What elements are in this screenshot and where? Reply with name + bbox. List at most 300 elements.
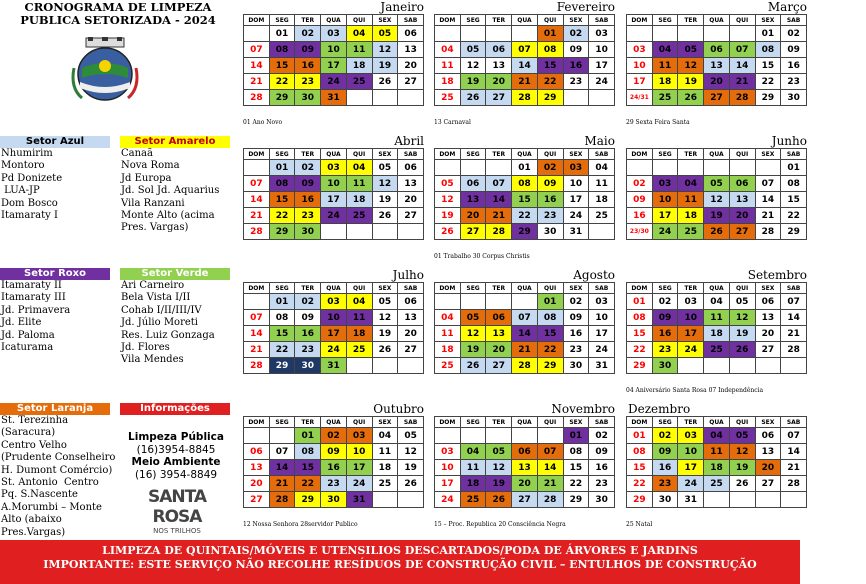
day-cell: 24 [589,74,615,90]
sector-item: Itamaraty I [1,210,58,222]
day-cell: 29 [755,90,781,106]
day-cell: 30 [295,90,321,106]
day-cell: 30 [295,358,321,374]
day-cell: 05 [729,428,755,444]
day-cell: 25 [460,492,486,508]
day-cell [678,160,704,176]
day-cell: 06 [755,294,781,310]
weekday-header: QUI [537,417,563,428]
day-cell: 16 [563,326,589,342]
day-cell: 01 [512,160,538,176]
weekday-header: SEG [460,283,486,294]
sector-header: Setor Azul [0,136,110,148]
day-cell [244,26,270,42]
day-cell: 20 [244,476,270,492]
day-cell: 27 [704,90,730,106]
day-cell: 18 [346,58,372,74]
day-cell: 21 [537,476,563,492]
weekday-header: SEG [460,417,486,428]
day-cell: 14 [781,444,807,460]
day-cell: 09 [781,42,807,58]
day-cell: 05 [729,294,755,310]
day-cell: 23 [537,208,563,224]
day-cell: 10 [678,310,704,326]
day-cell: 10 [589,310,615,326]
sector-item: Jd. Flores [121,342,170,354]
day-cell: 30 [652,358,678,374]
sector-item: Jd. Primavera [1,304,71,316]
day-cell: 07 [512,42,538,58]
day-cell: 29 [781,224,807,240]
day-cell: 10 [321,42,347,58]
day-cell [729,160,755,176]
day-cell: 18 [372,460,398,476]
day-cell: 19 [486,476,512,492]
day-cell: 21 [269,476,295,492]
day-cell: 30 [295,224,321,240]
day-cell: 01 [755,26,781,42]
day-cell: 17 [589,326,615,342]
day-cell: 04 [704,294,730,310]
day-cell: 17 [678,326,704,342]
weekday-header: SAB [589,149,615,160]
month-calendar [243,134,424,240]
weekday-header: SEG [652,15,678,26]
day-cell: 02 [295,26,321,42]
day-cell: 06 [398,160,424,176]
weekday-header: SAB [398,417,424,428]
day-cell: 11 [678,192,704,208]
day-cell: 12 [729,444,755,460]
day-cell [512,294,538,310]
day-cell: 27 [398,342,424,358]
sector-header: Setor Amarelo [120,136,230,148]
day-cell: 27 [729,224,755,240]
holiday-note: 01 Trabalho 30 Corpus Christis [434,253,530,260]
day-cell: 06 [512,444,538,460]
day-cell: 02 [537,160,563,176]
day-cell [346,224,372,240]
day-cell: 22 [781,208,807,224]
day-cell: 08 [269,176,295,192]
day-cell [755,358,781,374]
weekday-header: DOM [435,417,461,428]
day-cell: 31 [563,224,589,240]
day-cell [460,428,486,444]
sector-neighborhoods [1,148,62,222]
weekday-header: SEX [563,149,589,160]
sector-item: Nova Roma [121,160,180,172]
day-cell [269,428,295,444]
day-cell: 18 [435,342,461,358]
sector-item: Jd. Elite [1,317,42,329]
day-cell: 26 [729,342,755,358]
day-cell: 08 [627,444,653,460]
day-cell [398,224,424,240]
day-cell: 30 [589,492,615,508]
weekday-header: SAB [781,149,807,160]
month-grid [626,14,807,106]
day-cell: 19 [372,326,398,342]
day-cell [781,358,807,374]
sector-neighborhoods [1,280,70,354]
weekday-header: QUI [537,15,563,26]
month-grid [626,148,807,240]
month-grid [434,416,615,508]
day-cell: 11 [346,42,372,58]
sector-item: St. Antonio Centro [1,477,99,489]
day-cell: 06 [398,294,424,310]
day-cell: 26 [372,208,398,224]
weekday-header: QUI [537,283,563,294]
day-cell: 05 [460,310,486,326]
day-cell: 22 [269,74,295,90]
month-name: Novembro [551,402,615,416]
day-cell: 21 [512,342,538,358]
day-cell: 13 [398,42,424,58]
day-cell [589,90,615,106]
month-calendar [434,134,615,260]
day-cell: 05 [372,26,398,42]
weekday-header: TER [295,283,321,294]
day-cell: 28 [244,90,270,106]
day-cell: 27 [486,90,512,106]
day-cell: 13 [486,58,512,74]
month-name: Maio [584,134,615,148]
day-cell [652,26,678,42]
day-cell: 16 [781,58,807,74]
day-cell: 17 [678,460,704,476]
day-cell: 30 [321,492,347,508]
day-cell: 08 [269,42,295,58]
title-line-1: CRONOGRAMA DE LIMPEZA [24,0,212,14]
day-cell: 03 [435,444,461,460]
day-cell: 19 [460,74,486,90]
weekday-header: DOM [627,149,653,160]
day-cell: 05 [486,444,512,460]
day-cell [678,358,704,374]
day-cell: 14 [755,192,781,208]
sector-item: Bela Vista I/II [121,292,191,304]
day-cell: 29 [563,492,589,508]
day-cell: 08 [295,444,321,460]
day-cell: 29 [627,358,653,374]
sector-header: Setor Roxo [0,268,110,280]
day-cell [563,90,589,106]
day-cell: 16 [627,208,653,224]
day-cell: 29 [269,358,295,374]
day-cell: 13 [486,326,512,342]
day-cell: 05 [372,294,398,310]
day-cell: 23 [295,342,321,358]
day-cell [372,492,398,508]
day-cell: 02 [781,26,807,42]
day-cell: 18 [678,208,704,224]
holiday-note: 01 Ano Novo [243,119,283,126]
day-cell: 28 [755,224,781,240]
day-cell: 18 [460,476,486,492]
day-cell: 03 [678,294,704,310]
day-cell [244,294,270,310]
day-cell: 22 [755,74,781,90]
day-cell [729,492,755,508]
info-line-3: Meio Ambiente [131,456,221,468]
day-cell: 27 [398,208,424,224]
day-cell: 09 [627,192,653,208]
day-cell: 12 [372,42,398,58]
day-cell: 21 [755,208,781,224]
weekday-header: TER [678,283,704,294]
day-cell: 02 [563,26,589,42]
day-cell [244,428,270,444]
day-cell: 20 [398,326,424,342]
sector-item: Itamaraty III [1,292,66,304]
weekday-header: DOM [435,149,461,160]
weekday-header: SAB [589,417,615,428]
day-cell: 20 [704,74,730,90]
sector-item: Canaã [121,148,153,159]
day-cell: 30 [652,492,678,508]
day-cell: 26 [460,90,486,106]
day-cell [678,26,704,42]
weekday-header: SAB [589,283,615,294]
day-cell: 06 [486,42,512,58]
day-cell: 12 [372,310,398,326]
sector-item: Nhumirim [1,148,53,159]
sector-neighborhoods [121,280,215,367]
day-cell: 07 [244,310,270,326]
day-cell: 22 [295,476,321,492]
day-cell: 25 [678,224,704,240]
weekday-header: QUA [704,15,730,26]
weekday-header: TER [486,15,512,26]
day-cell: 07 [512,310,538,326]
day-cell: 09 [295,176,321,192]
day-cell: 16 [295,58,321,74]
sector-item: Jd. Júlio Moreti [121,317,198,329]
page-title [6,1,230,27]
day-cell: 18 [704,460,730,476]
sector-item: Montoro [1,160,45,172]
day-cell: 03 [627,42,653,58]
day-cell: 17 [435,476,461,492]
day-cell: 24 [563,208,589,224]
day-cell: 05 [704,176,730,192]
logo-text: SANTA ROSA [147,487,207,527]
day-cell: 25 [435,90,461,106]
weekday-header: QUI [729,417,755,428]
day-cell: 30 [781,90,807,106]
day-cell: 27 [755,342,781,358]
day-cell: 04 [372,428,398,444]
weekday-header: SEG [460,149,486,160]
day-cell [435,428,461,444]
sector-item: (Prudente Conselheiro [1,452,116,464]
weekday-header: TER [678,417,704,428]
day-cell: 26 [435,224,461,240]
day-cell [627,160,653,176]
holiday-note: 15 – Proc. Republica 20 Consciência Negra [434,521,566,528]
day-cell: 01 [295,428,321,444]
day-cell: 10 [435,460,461,476]
weekday-header: TER [295,417,321,428]
day-cell: 01 [537,294,563,310]
day-cell: 25 [372,476,398,492]
day-cell: 03 [652,176,678,192]
day-cell: 02 [295,160,321,176]
day-cell: 22 [537,74,563,90]
sector-item: Icaturama [1,342,54,354]
day-cell: 15 [755,58,781,74]
weekday-header: DOM [435,283,461,294]
weekday-header: QUA [321,15,347,26]
day-cell: 06 [486,310,512,326]
day-cell: 15 [627,326,653,342]
day-cell: 04 [652,42,678,58]
day-cell: 27 [398,74,424,90]
day-cell: 17 [321,326,347,342]
day-cell: 02 [652,294,678,310]
day-cell: 14 [512,58,538,74]
day-cell: 03 [589,294,615,310]
day-cell: 11 [704,444,730,460]
day-cell: 04 [678,176,704,192]
day-cell: 16 [589,460,615,476]
sector-item: Ari Carneiro [121,280,185,291]
day-cell: 14 [537,460,563,476]
day-cell: 02 [627,176,653,192]
month-calendar [626,0,807,126]
day-cell: 28 [781,476,807,492]
day-cell: 14 [729,58,755,74]
santa-rosa-logo [132,487,222,535]
day-cell [460,294,486,310]
day-cell: 01 [627,294,653,310]
day-cell: 20 [512,476,538,492]
day-cell: 27 [244,492,270,508]
sector-item: (Saracura) [1,427,56,439]
weekday-header: QUA [704,149,730,160]
day-cell: 12 [372,176,398,192]
day-cell: 05 [678,42,704,58]
month-name: Setembro [747,268,807,282]
day-cell: 03 [678,428,704,444]
month-calendar [626,268,807,394]
day-cell: 07 [537,444,563,460]
day-cell: 02 [563,294,589,310]
day-cell: 10 [678,444,704,460]
day-cell [460,160,486,176]
day-cell: 08 [269,310,295,326]
month-grid [626,416,807,508]
day-cell: 27 [486,358,512,374]
day-cell: 05 [372,160,398,176]
month-name: Junho [771,134,807,148]
day-cell: 30 [563,358,589,374]
day-cell: 02 [295,294,321,310]
day-cell: 21 [486,208,512,224]
day-cell: 31 [321,90,347,106]
sector-item: Pd Donizete [1,172,63,184]
contact-info [120,431,232,481]
month-calendar [434,0,615,126]
day-cell: 24 [589,342,615,358]
sector-item: A.Morumbi – Monte [1,501,102,513]
day-cell: 28 [512,90,538,106]
day-cell: 20 [398,192,424,208]
day-cell [704,492,730,508]
day-cell: 13 [755,310,781,326]
day-cell [346,90,372,106]
day-cell: 23 [563,74,589,90]
day-cell: 18 [704,326,730,342]
month-name: Março [767,0,807,14]
day-cell: 21 [244,208,270,224]
weekday-header: SEX [755,283,781,294]
holiday-note: 12 Nossa Senhora 28servidor Publico [243,521,358,528]
day-cell [589,224,615,240]
sector-item: Pres. Vargas) [121,222,189,234]
day-cell: 07 [729,42,755,58]
day-cell: 26 [678,90,704,106]
sector-item: Pq. S.Nascente [1,489,78,501]
day-cell: 15 [781,192,807,208]
day-cell: 15 [269,326,295,342]
sector-item: Monte Alto (acima [121,210,215,222]
sector-item: Dom Bosco [1,197,58,209]
weekday-header: DOM [244,149,270,160]
day-cell: 14 [781,310,807,326]
day-cell: 02 [321,428,347,444]
day-cell: 03 [589,26,615,42]
day-cell: 06 [729,176,755,192]
day-cell: 11 [346,310,372,326]
weekday-header: QUI [537,149,563,160]
weekday-header: SAB [781,15,807,26]
day-cell: 24/31 [627,90,653,106]
day-cell: 14 [269,460,295,476]
day-cell: 24 [652,224,678,240]
day-cell: 20 [398,58,424,74]
sector-item: Vila Mendes [121,354,184,366]
weekday-header: SEG [269,149,295,160]
sector-item: Vila Ranzani [121,197,185,209]
day-cell [486,428,512,444]
day-cell: 21 [781,460,807,476]
day-cell: 26 [486,492,512,508]
day-cell: 13 [460,192,486,208]
weekday-header: SEG [269,283,295,294]
day-cell: 18 [346,192,372,208]
day-cell: 25 [346,208,372,224]
day-cell: 23 [295,74,321,90]
weekday-header: SEG [460,15,486,26]
day-cell: 13 [704,58,730,74]
day-cell: 11 [652,58,678,74]
day-cell: 04 [346,294,372,310]
month-calendar [434,402,615,528]
sector-item: H. Dumont Comércio) [1,464,113,476]
day-cell: 15 [537,326,563,342]
weekday-header: SAB [398,149,424,160]
day-cell: 28 [269,492,295,508]
day-cell: 04 [589,160,615,176]
day-cell: 16 [563,58,589,74]
day-cell [435,294,461,310]
day-cell: 01 [269,26,295,42]
weekday-header: SEX [563,15,589,26]
day-cell: 29 [537,90,563,106]
